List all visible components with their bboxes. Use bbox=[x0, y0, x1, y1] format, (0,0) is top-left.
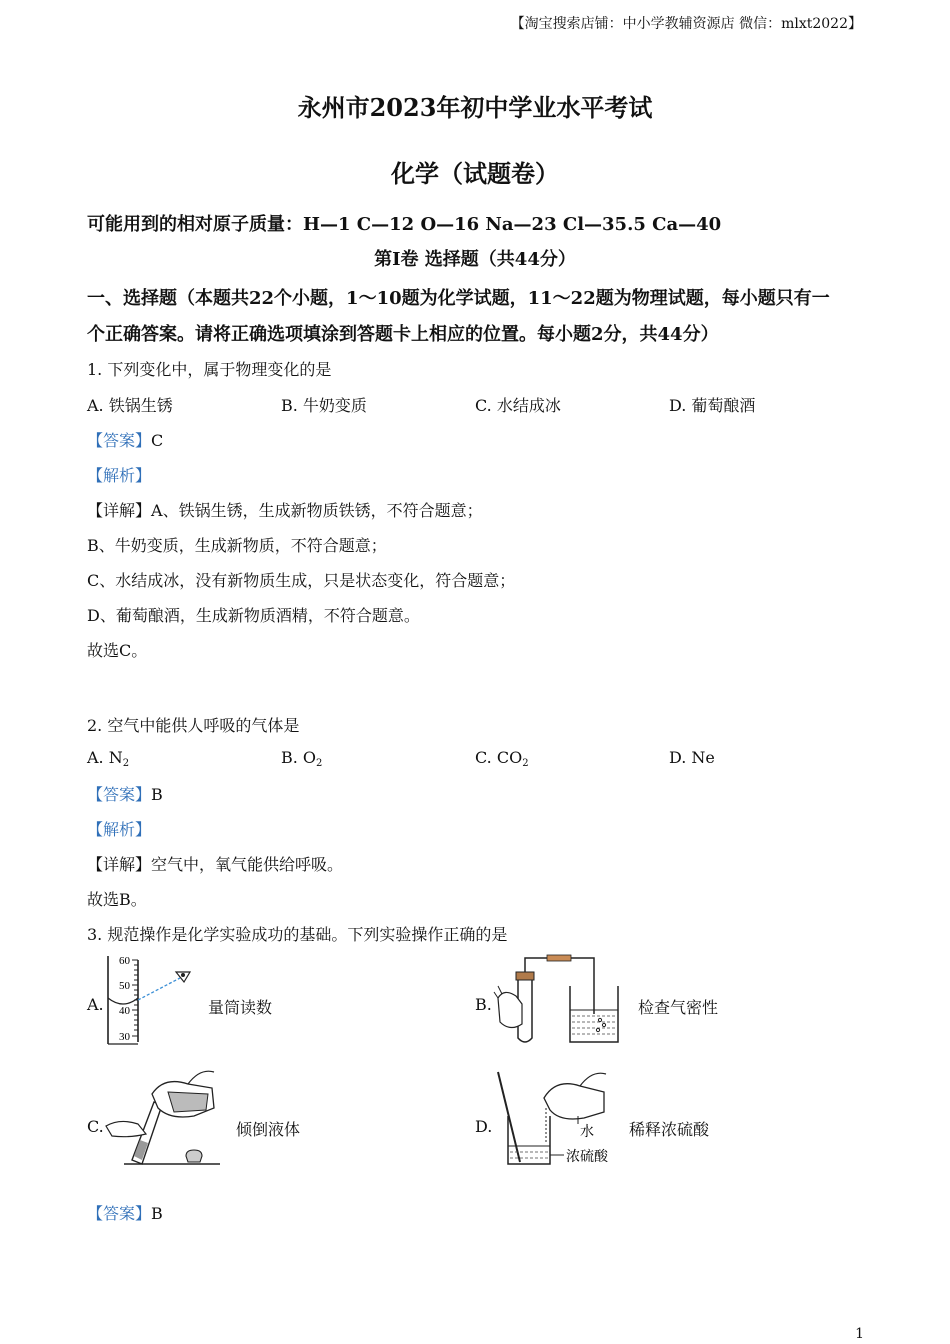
detail-label: 【详解】 bbox=[87, 501, 152, 520]
q2-detail-line bbox=[87, 852, 343, 875]
q1-detail-d: D、葡萄酿酒，生成新物质酒精，不符合题意。 bbox=[87, 606, 420, 625]
answer-label: 【答案】 bbox=[87, 1204, 152, 1223]
svg-text:50: 50 bbox=[119, 980, 130, 992]
page-title: 永州市2023年初中学业水平考试 bbox=[297, 93, 653, 122]
q1-option-b: B. 牛奶变质 bbox=[281, 396, 367, 415]
q2-option-d: D. Ne bbox=[669, 748, 715, 767]
svg-text:30: 30 bbox=[119, 1031, 130, 1043]
section-heading-line1: 一、选择题（本题共22个小题，1～10题为化学试题，11～22题为物理试题，每小题只有一 bbox=[87, 288, 830, 309]
q3-option-c-caption: 倾倒液体 bbox=[236, 1120, 301, 1139]
page-subtitle: 化学（试题卷） bbox=[391, 159, 559, 188]
q1-answer: C bbox=[151, 431, 164, 450]
dilution-figure bbox=[494, 1066, 622, 1170]
svg-text:水: 水 bbox=[580, 1124, 594, 1140]
answer-label: 【答案】 bbox=[87, 785, 152, 804]
q2-analysis-label: 【解析】 bbox=[87, 820, 152, 839]
answer-label: 【答案】 bbox=[87, 431, 152, 450]
q1-conclusion: 故选C。 bbox=[87, 641, 148, 660]
q2-option-c: C. $CO_2$ bbox=[475, 748, 529, 769]
q3-option-a-caption: 量筒读数 bbox=[208, 998, 273, 1017]
q2-detail: 空气中，氧气能供给呼吸。 bbox=[151, 855, 344, 874]
q2-answer-line bbox=[87, 782, 163, 805]
q1-detail-a: A、铁锅生锈，生成新物质铁锈，不符合题意； bbox=[151, 501, 483, 520]
q2-conclusion: 故选B。 bbox=[87, 890, 147, 909]
q1-option-c: C. 水结成冰 bbox=[475, 396, 561, 415]
q3-stem: 3. 规范操作是化学实验成功的基础。下列实验操作正确的是 bbox=[87, 925, 508, 944]
q1-analysis-label: 【解析】 bbox=[87, 466, 152, 485]
section-heading-line2: 个正确答案。请将正确选项填涂到答题卡上相应的位置。每小题2分，共44分） bbox=[87, 324, 719, 345]
q3-option-b-letter: B. bbox=[475, 995, 492, 1014]
q2-answer: B bbox=[151, 785, 163, 804]
page-number: 1 bbox=[855, 1326, 864, 1342]
q3-answer: B bbox=[151, 1204, 163, 1223]
atomic-masses: 可能用到的相对原子质量：H—1 C—12 O—16 Na—23 Cl—35.5 Ca—40 bbox=[87, 214, 722, 235]
part-title: 第Ⅰ卷 选择题（共44分） bbox=[374, 249, 576, 270]
header-note: 【淘宝搜索店铺：中小学教辅资源店 微信：mlxt2022】 bbox=[510, 16, 862, 32]
q1-detail-b: B、牛奶变质，生成新物质，不符合题意； bbox=[87, 536, 387, 555]
q2-option-a: A. $N_2$ bbox=[87, 748, 130, 769]
q1-detail-c: C、水结成冰，没有新物质生成，只是状态变化，符合题意； bbox=[87, 571, 516, 590]
q2-stem: 2. 空气中能供人呼吸的气体是 bbox=[87, 716, 300, 735]
q1-stem: 1. 下列变化中，属于物理变化的是 bbox=[87, 360, 332, 379]
q3-option-c-letter: C. bbox=[87, 1117, 104, 1136]
q3-option-a-letter: A. bbox=[87, 995, 104, 1014]
svg-text:40: 40 bbox=[119, 1005, 130, 1017]
q3-option-b-caption: 检查气密性 bbox=[638, 998, 719, 1017]
svg-text:浓硫酸: 浓硫酸 bbox=[566, 1149, 608, 1165]
q3-option-d-caption: 稀释浓硫酸 bbox=[629, 1120, 710, 1139]
q2-option-b: B. $O_2$ bbox=[281, 748, 323, 769]
svg-text:60: 60 bbox=[119, 955, 130, 967]
q3-answer-line bbox=[87, 1201, 163, 1224]
q1-detail-line-a bbox=[87, 498, 483, 521]
q3-option-d-letter: D. bbox=[475, 1117, 493, 1136]
detail-label: 【详解】 bbox=[87, 855, 152, 874]
q1-option-d: D. 葡萄酿酒 bbox=[669, 396, 756, 415]
pouring-liquid-figure bbox=[104, 1064, 224, 1168]
graduated-cylinder-figure bbox=[104, 952, 196, 1048]
airtightness-check-figure bbox=[492, 954, 632, 1048]
q1-answer-line bbox=[87, 428, 163, 451]
q1-option-a: A. 铁锅生锈 bbox=[87, 396, 173, 415]
